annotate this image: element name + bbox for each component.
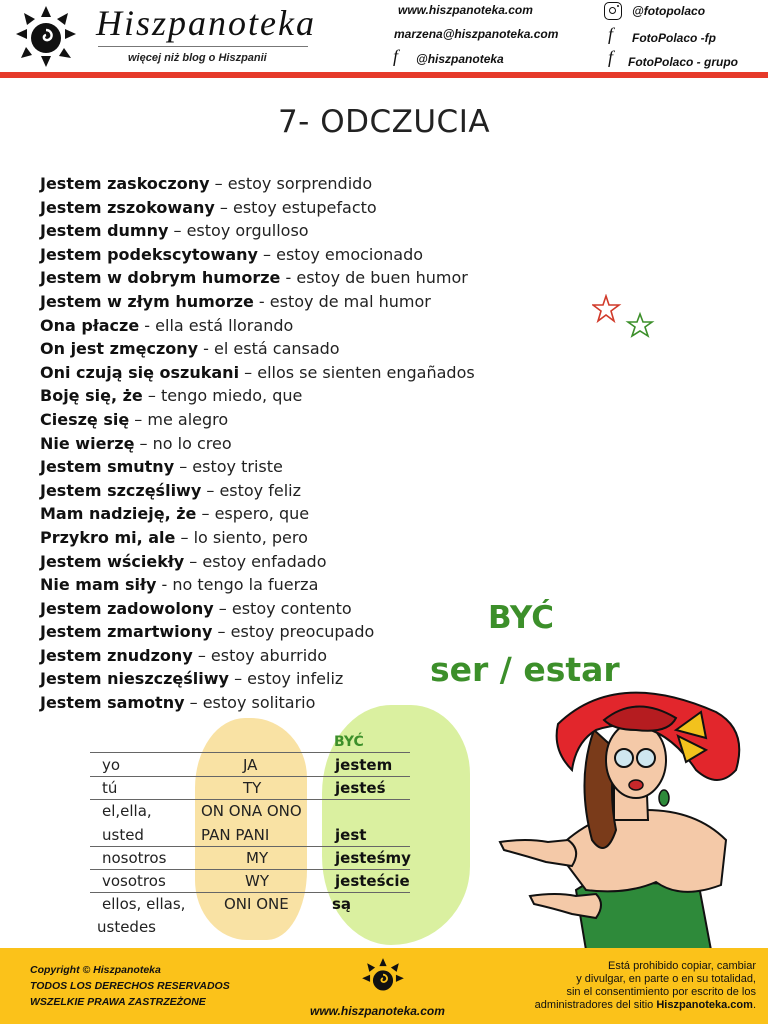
vocab-polish: Jestem nieszczęśliwy bbox=[40, 669, 229, 689]
vocab-polish: Mam nadzieję, że bbox=[40, 504, 197, 524]
vocabulary-list bbox=[40, 172, 475, 715]
table-cell-pl: JA bbox=[243, 756, 258, 774]
ser-estar-heading: ser / estar bbox=[430, 650, 620, 689]
vocab-separator: – bbox=[184, 551, 203, 571]
instagram-icon bbox=[604, 2, 622, 20]
vocab-polish: Jestem dumny bbox=[40, 221, 169, 241]
vocab-polish: Jestem smutny bbox=[40, 457, 175, 477]
table-cell-es: nosotros bbox=[102, 849, 167, 867]
vocab-item bbox=[40, 266, 475, 290]
vocab-item bbox=[40, 479, 475, 503]
page-header bbox=[0, 0, 768, 74]
footer-website-link[interactable]: www.hiszpanoteka.com bbox=[310, 1004, 445, 1018]
vocab-polish: Nie mam siły bbox=[40, 575, 157, 595]
vocab-separator: - bbox=[198, 339, 215, 359]
vocab-item bbox=[40, 620, 475, 644]
legal-line: y divulgar, en parte o en su totalidad, bbox=[576, 973, 756, 985]
vocab-spanish: no tengo la fuerza bbox=[172, 575, 319, 595]
table-header-byc: BYĆ bbox=[334, 734, 364, 750]
vocab-polish: Jestem samotny bbox=[40, 693, 185, 713]
table-cell-pl: TY bbox=[243, 779, 262, 797]
facebook-link-main[interactable]: @hiszpanoteka bbox=[416, 52, 504, 66]
table-cell-es: vosotros bbox=[102, 872, 166, 890]
table-cell-pl: ONI ONE bbox=[224, 895, 289, 913]
vocab-spanish: me alegro bbox=[147, 409, 229, 429]
brand-name: Hiszpanoteka bbox=[96, 3, 316, 43]
table-cell-verb: jesteś bbox=[335, 779, 386, 797]
vocab-polish: Jestem zmartwiony bbox=[40, 622, 213, 642]
vocab-polish: Jestem wściekły bbox=[40, 551, 185, 571]
vocab-separator: - bbox=[139, 315, 156, 335]
copyright-text: Copyright © Hiszpanoteka bbox=[30, 964, 161, 976]
vocab-separator: – bbox=[168, 221, 187, 241]
woman-pointing-illustration bbox=[496, 690, 768, 950]
vocab-polish: Boję się, że bbox=[40, 386, 143, 406]
vocab-polish: Cieszę się bbox=[40, 409, 130, 429]
facebook-link-fp[interactable]: FotoPolaco -fp bbox=[632, 31, 716, 45]
website-link[interactable]: www.hiszpanoteka.com bbox=[398, 3, 533, 17]
vocab-spanish: estoy sorprendido bbox=[227, 174, 373, 193]
vocab-polish: Oni czują się oszukani bbox=[40, 362, 240, 382]
vocab-spanish: tengo miedo, que bbox=[160, 386, 303, 406]
vocab-polish: Jestem zadowolony bbox=[40, 598, 214, 618]
vocab-item bbox=[40, 644, 475, 668]
table-cell-verb: jesteście bbox=[335, 872, 410, 890]
table-cell-verb: jest bbox=[335, 826, 367, 844]
vocab-item bbox=[40, 219, 475, 243]
vocab-spanish: no lo creo bbox=[152, 433, 232, 453]
table-cell-verb: jesteśmy bbox=[335, 849, 411, 867]
vocab-spanish: estoy preocupado bbox=[230, 622, 375, 642]
vocab-separator: – bbox=[209, 174, 228, 193]
vocab-separator: - bbox=[156, 575, 173, 595]
brand-tagline: więcej niż blog o Hiszpanii bbox=[128, 52, 267, 64]
vocab-spanish: estoy de buen humor bbox=[296, 268, 468, 288]
vocab-separator: - bbox=[253, 291, 270, 311]
vocab-item bbox=[40, 361, 475, 385]
vocab-item bbox=[40, 573, 475, 597]
vocab-polish: Jestem w złym humorze bbox=[40, 291, 254, 311]
vocab-polish: On jest zmęczony bbox=[40, 339, 199, 359]
decorative-stars-icon bbox=[592, 294, 662, 340]
vocab-item bbox=[40, 455, 475, 479]
vocab-separator: – bbox=[174, 457, 193, 477]
vocab-spanish: estoy triste bbox=[192, 457, 283, 477]
vocab-item bbox=[40, 337, 475, 361]
table-cell-es: ellos, ellas, bbox=[102, 895, 186, 913]
table-divider bbox=[90, 752, 410, 753]
vocab-separator: – bbox=[212, 622, 231, 642]
vocab-polish: Jestem znudzony bbox=[40, 645, 193, 665]
vocab-spanish: ellos se sienten engañados bbox=[257, 362, 475, 382]
vocab-item bbox=[40, 408, 475, 432]
byc-heading: BYĆ bbox=[488, 600, 555, 636]
brand-divider bbox=[98, 46, 308, 47]
table-divider bbox=[90, 892, 410, 893]
vocab-spanish: estoy orgulloso bbox=[186, 221, 309, 241]
rights-pl-text: WSZELKIE PRAWA ZASTRZEŻONE bbox=[30, 996, 206, 1008]
table-cell-verb: jestem bbox=[335, 756, 393, 774]
vocab-spanish: estoy estupefacto bbox=[232, 197, 377, 217]
legal-line: sin el consentimiento por escrito de los bbox=[566, 986, 756, 998]
vocab-spanish: estoy emocionado bbox=[276, 244, 424, 264]
vocab-spanish: lo siento, pero bbox=[193, 527, 308, 547]
page-title: 7- ODCZUCIA bbox=[277, 104, 491, 140]
vocab-item bbox=[40, 667, 475, 691]
vocab-separator: – bbox=[214, 197, 233, 217]
rights-es-text: TODOS LOS DERECHOS RESERVADOS bbox=[30, 980, 230, 992]
vocab-spanish: espero, que bbox=[214, 504, 310, 524]
table-cell-verb: są bbox=[332, 895, 352, 913]
table-cell-es: ustedes bbox=[97, 918, 156, 936]
vocab-item bbox=[40, 597, 475, 621]
table-divider bbox=[90, 869, 410, 870]
vocab-separator: – bbox=[228, 669, 248, 689]
vocab-polish: Jestem w dobrym humorze bbox=[40, 268, 281, 288]
table-divider bbox=[90, 799, 410, 800]
legal-notice bbox=[496, 960, 756, 1012]
vocab-separator: – bbox=[257, 244, 277, 264]
vocab-separator: - bbox=[280, 268, 297, 288]
sun-logo-icon bbox=[360, 956, 406, 1002]
facebook-link-group[interactable]: FotoPolaco - grupo bbox=[628, 55, 738, 69]
table-divider bbox=[90, 776, 410, 777]
table-cell-es: el,ella, bbox=[102, 802, 152, 820]
table-cell-es: usted bbox=[102, 826, 144, 844]
vocab-spanish: estoy enfadado bbox=[202, 551, 327, 571]
legal-line: administradores del sitio Hiszpanoteka.com. bbox=[534, 999, 756, 1011]
table-cell-pl: ON ONA ONO bbox=[201, 802, 302, 820]
vocab-separator: – bbox=[175, 527, 194, 547]
facebook-icon: f bbox=[608, 47, 614, 67]
vocab-polish: Ona płacze bbox=[40, 315, 140, 335]
facebook-icon: f bbox=[393, 46, 399, 66]
vocab-item bbox=[40, 384, 475, 408]
vocab-item bbox=[40, 172, 475, 196]
table-divider bbox=[90, 846, 410, 847]
vocab-separator: – bbox=[196, 504, 215, 524]
vocab-separator: – bbox=[192, 645, 211, 665]
vocab-polish: Przykro mi, ale bbox=[40, 527, 176, 547]
vocab-spanish: estoy infeliz bbox=[247, 669, 344, 689]
vocab-item bbox=[40, 526, 475, 550]
email-link[interactable]: marzena@hiszpanoteka.com bbox=[394, 27, 559, 41]
vocab-separator: – bbox=[134, 433, 153, 453]
vocab-spanish: estoy feliz bbox=[219, 480, 301, 500]
vocab-polish: Jestem podekscytowany bbox=[40, 244, 258, 264]
table-cell-pl: MY bbox=[246, 849, 269, 867]
vocab-polish: Jestem szczęśliwy bbox=[40, 480, 202, 500]
vocab-item bbox=[40, 502, 475, 526]
vocab-item bbox=[40, 550, 475, 574]
vocab-polish: Nie wierzę bbox=[40, 433, 135, 453]
vocab-polish: Jestem zszokowany bbox=[40, 197, 215, 217]
table-cell-es: yo bbox=[102, 756, 121, 774]
vocab-spanish: el está cansado bbox=[214, 339, 340, 359]
legal-site-name: Hiszpanoteka.com bbox=[656, 999, 753, 1011]
vocab-item bbox=[40, 243, 475, 267]
vocab-item bbox=[40, 196, 475, 220]
legal-line: Está prohibido copiar, cambiar bbox=[608, 960, 756, 972]
vocab-separator: – bbox=[239, 362, 258, 382]
table-cell-pl: WY bbox=[245, 872, 269, 890]
table-cell-es: tú bbox=[102, 779, 118, 797]
facebook-icon: f bbox=[608, 24, 614, 44]
instagram-link[interactable]: @fotopolaco bbox=[632, 4, 706, 18]
vocab-spanish: estoy de mal humor bbox=[269, 291, 431, 311]
vocab-spanish: estoy contento bbox=[231, 598, 352, 618]
vocab-spanish: estoy aburrido bbox=[210, 645, 328, 665]
sun-logo-icon bbox=[14, 4, 78, 68]
table-cell-pl: PAN PANI bbox=[201, 826, 270, 844]
vocab-separator: – bbox=[184, 693, 203, 713]
vocab-separator: – bbox=[213, 598, 232, 618]
vocab-item bbox=[40, 432, 475, 456]
vocab-spanish: estoy solitario bbox=[202, 693, 316, 713]
vocab-separator: – bbox=[129, 409, 148, 429]
vocab-spanish: ella está llorando bbox=[155, 315, 294, 335]
vocab-separator: – bbox=[201, 480, 220, 500]
header-accent-bar bbox=[0, 72, 768, 78]
vocab-item bbox=[40, 314, 475, 338]
vocab-item bbox=[40, 290, 475, 314]
vocab-polish: Jestem zaskoczony bbox=[40, 174, 210, 193]
vocab-separator: – bbox=[142, 386, 161, 406]
